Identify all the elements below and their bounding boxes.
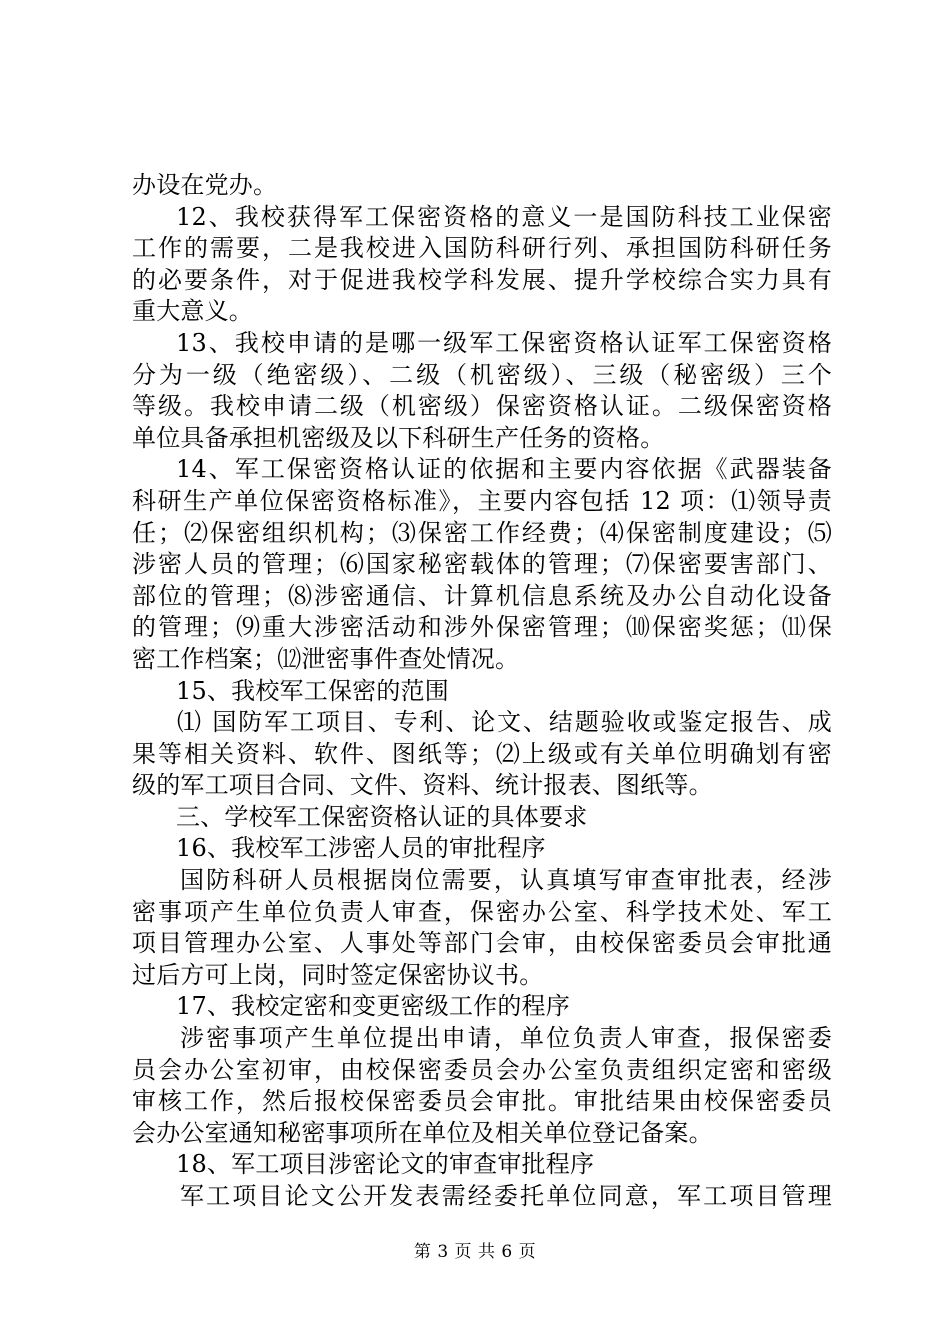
paragraph-14-heading: 14、军工保密资格认证的依据和主要内容依据《武器装备: [176, 455, 832, 484]
text-line: 国防科研人员根据岗位需要，认真填写审查审批表，经涉: [180, 866, 832, 895]
text-line: 涉密事项产生单位提出申请，单位负责人审查，报保密委: [180, 1024, 832, 1053]
text-line: 办设在党办。: [132, 171, 278, 199]
text-line: 的管理；⑼重大涉密活动和涉外保密管理；⑽保密奖惩；⑾保: [132, 613, 832, 642]
page-number-footer: 第 3 页 共 6 页: [413, 1242, 537, 1262]
text-line: 科研生产单位保密资格标准》，主要内容包括 12 项：⑴领导责: [132, 486, 832, 515]
text-line: 审核工作，然后报校保密委员会审批。审批结果由校保密委员: [132, 1087, 832, 1116]
text-line: 涉密人员的管理；⑹国家秘密载体的管理；⑺保密要害部门、: [132, 550, 832, 579]
text-line: 的必要条件，对于促进我校学科发展、提升学校综合实力具有: [132, 265, 832, 294]
paragraph-17-heading: 17、我校定密和变更密级工作的程序: [176, 992, 570, 1021]
text-line: 工作的需要，二是我校进入国防科研行列、承担国防科研任务: [132, 234, 832, 263]
paragraph-16-heading: 16、我校军工涉密人员的审批程序: [176, 834, 546, 863]
text-line: 任；⑵保密组织机构；⑶保密工作经费；⑷保密制度建设；⑸: [132, 518, 832, 547]
paragraph-12-heading: 12、我校获得军工保密资格的意义一是国防科技工业保密: [176, 202, 832, 231]
text-line: 等级。我校申请二级（机密级）保密资格认证。二级保密资格: [132, 392, 832, 421]
text-line: ⑴ 国防军工项目、专利、论文、结题验收或鉴定报告、成: [177, 708, 832, 737]
paragraph-13-heading: 13、我校申请的是哪一级军工保密资格认证军工保密资格: [176, 328, 832, 357]
text-line: 密事项产生单位负责人审查，保密办公室、科学技术处、军工: [132, 897, 832, 926]
text-line: 分为一级（绝密级）、二级（机密级）、三级（秘密级）三个: [132, 360, 832, 389]
text-line: 密工作档案；⑿泄密事件查处情况。: [132, 644, 520, 673]
paragraph-15-heading: 15、我校军工保密的范围: [176, 676, 449, 705]
text-line: 重大意义。: [132, 297, 253, 326]
text-line: 员会办公室初审，由校保密委员会办公室负责组织定密和密级: [132, 1055, 832, 1084]
text-line: 单位具备承担机密级及以下科研生产任务的资格。: [132, 423, 665, 452]
text-line: 军工项目论文公开发表需经委托单位同意，军工项目管理: [180, 1182, 832, 1210]
text-line: 级的军工项目合同、文件、资料、统计报表、图纸等。: [132, 771, 713, 800]
document-body: [132, 170, 832, 1213]
paragraph-18-heading: 18、军工项目涉密论文的审查审批程序: [176, 1150, 595, 1179]
text-line: 部位的管理；⑻涉密通信、计算机信息系统及办公自动化设备: [132, 581, 832, 610]
text-line: 项目管理办公室、人事处等部门会审，由校保密委员会审批通: [132, 929, 832, 958]
text-line: 会办公室通知秘密事项所在单位及相关单位登记备案。: [132, 1118, 713, 1147]
section-three-heading: 三、学校军工保密资格认证的具体要求: [176, 802, 588, 831]
text-line: 果等相关资料、软件、图纸等；⑵上级或有关单位明确划有密: [132, 739, 832, 768]
text-line: 过后方可上岗，同时签定保密协议书。: [132, 960, 544, 989]
